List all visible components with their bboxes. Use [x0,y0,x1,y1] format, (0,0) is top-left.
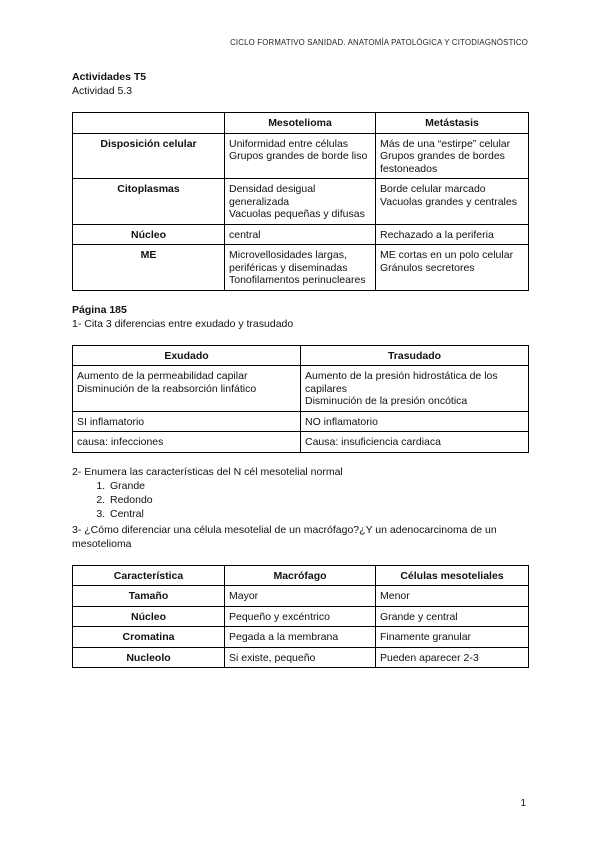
list-item: 3. Central [108,507,528,521]
table-row [73,245,529,291]
table-row [73,647,529,668]
table-header-cell: Mesotelioma [225,113,376,134]
section-title: Página 185 [72,303,127,316]
table-header-cell: Metástasis [376,113,529,134]
cell-text: Grupos grandes de bordes festoneados [380,150,505,175]
section-title: Actividades T5 [72,71,147,83]
table-row [73,586,529,607]
table-cell [376,179,529,225]
cell-text: Causa: insuficiencia cardiaca [305,436,441,448]
cell-text: SI inflamatorio [77,415,145,428]
exudado-trasudado-table [72,345,529,453]
row-label: Disposición celular [73,133,225,179]
cell-text: central [229,228,261,241]
table-cell: Finamente granular [376,627,529,648]
row-label: Tamaño [73,586,225,607]
table-cell [301,411,529,432]
cell-text: Vacuolas grandes y centrales [380,195,517,208]
row-label: Núcleo [73,606,225,627]
mesotelioma-metastasis-table [72,112,529,291]
table-header-cell: Característica [73,565,225,586]
table-row [73,133,529,179]
row-label: Nucleolo [73,647,225,668]
table-cell: Si existe, pequeño [225,647,376,668]
row-label: ME [73,245,225,291]
table-cell [225,133,376,179]
table-cell: Pueden aparecer 2-3 [376,647,529,668]
table-header-cell: Macrófago [225,565,376,586]
section-subtitle: Actividad 5.3 [72,85,133,97]
cell-text: Microvellosidades largas, periféricas y diseminadas [229,249,348,274]
cell-text: Tonofilamentos perinucleares [229,274,366,286]
page-number: 1 [520,798,526,809]
table-header-row [73,345,529,366]
cell-text: Aumento de la presión hidrostática de los capilares [305,370,498,395]
table-row [73,366,529,412]
cell-text: Más de una “estirpe” celular [380,137,511,150]
document-body [72,70,528,668]
table-cell [73,366,301,412]
table-cell: Mayor [225,586,376,607]
question-text: 3- ¿Cómo diferenciar una célula mesotelial de un macrófago?¿Y un adenocarcinoma de un mesotelioma [72,523,497,550]
cell-text: Grupos grandes de borde liso [229,150,368,162]
table-cell [225,245,376,291]
table-cell: Pegada a la membrana [225,627,376,648]
macrofago-mesotelial-table [72,565,529,669]
row-label: Citoplasmas [73,179,225,225]
cell-text: Disminución de la presión oncótica [305,395,468,407]
cell-text: Densidad desigual generalizada [229,183,316,208]
cell-text: Disminución de la reabsorción linfático [77,382,257,395]
characteristics-list [72,479,528,521]
table-cell [301,366,529,412]
question-text: 1- Cita 3 diferencias entre exudado y trasudado [72,317,294,330]
table-header-cell [73,113,225,134]
cell-text: Aumento de la permeabilidad capilar [77,370,248,382]
cell-text: Uniformidad entre células [229,137,349,150]
table-cell [225,179,376,225]
page-header: CICLO FORMATIVO SANIDAD. ANATOMÍA PATOLÓGICA Y CITODIAGNÓSTICO [230,38,528,47]
table-cell [73,432,301,453]
cell-text: Vacuolas pequeñas y difusas [229,208,365,220]
table-header-row [73,113,529,134]
table-row [73,606,529,627]
table-header-cell: Exudado [73,345,301,366]
table-row [73,179,529,225]
table-cell: Grande y central [376,606,529,627]
table-row [73,627,529,648]
table-cell [376,245,529,291]
cell-text: Rechazado a la periferia [380,228,494,241]
table-cell [73,411,301,432]
list-item: 2. Redondo [108,493,528,507]
cell-text: NO inflamatorio [305,415,378,428]
table-cell [301,432,529,453]
cell-text: Borde celular marcado [380,183,486,195]
table-cell [376,133,529,179]
table-cell [376,224,529,245]
table-row [73,224,529,245]
question-text: 2- Enumera las características del N cél mesotelial normal [72,465,343,478]
table-cell: Pequeño y excéntrico [225,606,376,627]
table-row [73,411,529,432]
row-label: Núcleo [73,224,225,245]
table-header-cell: Trasudado [301,345,529,366]
table-header-cell: Células mesoteliales [376,565,529,586]
table-header-row [73,565,529,586]
table-row [73,432,529,453]
cell-text: causa: infecciones [77,436,164,448]
row-label: Cromatina [73,627,225,648]
cell-text: ME cortas en un polo celular [380,249,514,261]
cell-text: Gránulos secretores [380,261,475,274]
table-cell [225,224,376,245]
list-item: 1. Grande [108,479,528,493]
table-cell: Menor [376,586,529,607]
